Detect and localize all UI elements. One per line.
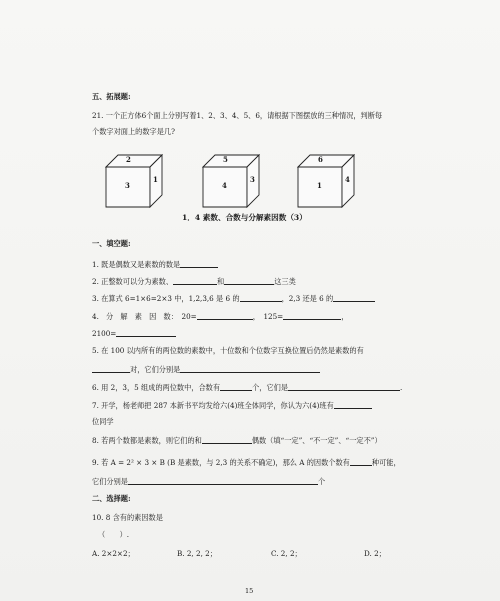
cube-2-side-number: 3 bbox=[250, 175, 255, 184]
answer-blank bbox=[288, 382, 403, 392]
option-d[interactable]: D. 2； bbox=[364, 549, 386, 558]
question-3 bbox=[92, 293, 375, 303]
answer-blank bbox=[240, 293, 282, 302]
answer-blank bbox=[92, 364, 130, 373]
question-2-text: 2. 正整数可以分为素数、 bbox=[92, 277, 174, 286]
question-6-text-b: 个，它们是 bbox=[252, 383, 289, 392]
question-6-period: . bbox=[400, 383, 403, 392]
answer-blank bbox=[283, 311, 341, 320]
answer-blank bbox=[202, 435, 252, 444]
answer-blank bbox=[180, 364, 320, 373]
question-9 bbox=[92, 457, 401, 467]
answer-blank bbox=[116, 328, 176, 337]
answer-blank bbox=[220, 382, 252, 391]
answer-blank bbox=[224, 276, 274, 285]
page-number: 15 bbox=[245, 587, 254, 595]
question-3-text: 3. 在算式 6=1×6=2×3 中，1,2,3,6 是 6 的 bbox=[92, 294, 240, 303]
question-7-text: 7. 开学，杨老师把 287 本新书平均发给六(4)班全体同学，你认为六(4)班有 bbox=[92, 401, 334, 410]
question-9-text-b: 种可能， bbox=[371, 458, 401, 467]
answer-blank bbox=[350, 457, 372, 466]
cube-3-front-number: 1 bbox=[317, 181, 322, 190]
question-5-text-b: 对，它们分别是 bbox=[130, 365, 181, 374]
question-4-comma: ， bbox=[341, 312, 349, 321]
question-5-line-2 bbox=[92, 364, 320, 374]
cube-3-side-number: 4 bbox=[345, 175, 350, 184]
question-4 bbox=[92, 311, 348, 321]
question-10: 10. 8 含有的素因数是 bbox=[92, 513, 163, 522]
section-two-title: 二、选择题: bbox=[92, 494, 131, 503]
question-10-answer-paren: （ ）. bbox=[98, 530, 130, 539]
question-9-text-c: 它们分别是 bbox=[92, 477, 128, 486]
question-6-text: 6. 用 2，3，5 组成的两位数中，合数有 bbox=[92, 383, 221, 392]
question-9-line-2 bbox=[92, 476, 325, 486]
lesson-title: 1．4 素数、合数与分解素因数（3） bbox=[182, 213, 307, 222]
question-21-continued: 个数字对面上的数字是几? bbox=[92, 127, 175, 136]
section-five-title: 五、拓展题: bbox=[92, 92, 131, 101]
cube-1 bbox=[104, 153, 164, 209]
question-4-text: 4. 分 解 素 因 数： 20= bbox=[92, 312, 197, 321]
answer-blank bbox=[128, 476, 318, 485]
answer-blank bbox=[197, 311, 253, 320]
question-4-text-b: ， 125= bbox=[252, 312, 284, 321]
cube-1-side-number: 1 bbox=[153, 175, 158, 184]
question-5: 5. 在 100 以内所有的两位数的素数中，十位数和个位数字互换位置后仍然是素数的有 bbox=[92, 346, 364, 355]
question-4-line-2 bbox=[92, 328, 176, 338]
cube-1-front-number: 3 bbox=[125, 181, 130, 190]
cube-1-top-number: 2 bbox=[126, 155, 131, 164]
question-8-text: 8. 若两个数都是素数，则它们的和 bbox=[92, 436, 202, 445]
question-8-text-b: 偶数（填“一定”、“不一定”、“一定不”） bbox=[251, 436, 382, 445]
option-a[interactable]: A. 2×2×2； bbox=[92, 549, 135, 558]
question-2-and: 和 bbox=[217, 277, 225, 286]
question-6 bbox=[92, 382, 402, 392]
cube-3 bbox=[296, 153, 356, 209]
option-b[interactable]: B. 2, 2, 2； bbox=[177, 549, 217, 558]
answer-blank bbox=[334, 400, 372, 409]
cube-2-front-number: 4 bbox=[222, 181, 227, 190]
question-1 bbox=[92, 259, 218, 269]
cube-2-top-number: 5 bbox=[223, 155, 228, 164]
cube-2 bbox=[201, 153, 261, 209]
question-2-end: 这三类 bbox=[274, 277, 296, 286]
section-one-title: 一、填空题: bbox=[92, 239, 131, 248]
question-8 bbox=[92, 435, 382, 445]
answer-blank bbox=[180, 259, 218, 268]
answer-blank bbox=[173, 276, 217, 285]
cube-3-top-number: 6 bbox=[318, 155, 323, 164]
question-7 bbox=[92, 400, 372, 410]
question-9-text-d: 个 bbox=[317, 477, 326, 486]
question-9-text: 9. 若 A = 2² × 3 × B (B 是素数，与 2,3 的关系不确定)，那么 A 的因数个数有 bbox=[92, 458, 350, 467]
question-1-text: 1. 既是偶数又是素数的数是 bbox=[92, 260, 181, 269]
question-4-text-d: 2100= bbox=[92, 329, 117, 338]
question-2 bbox=[92, 276, 296, 286]
question-7-line-2: 位同学 bbox=[92, 417, 114, 426]
question-3-text-b: ，2,3 还是 6 的 bbox=[281, 294, 334, 303]
question-21: 21. 一个正方体6个面上分别写着1、2、3、4、5、6，请根据下图摆放的三种情况，判断每 bbox=[92, 111, 383, 120]
answer-blank bbox=[333, 293, 375, 302]
option-c[interactable]: C. 2, 2； bbox=[271, 549, 302, 558]
